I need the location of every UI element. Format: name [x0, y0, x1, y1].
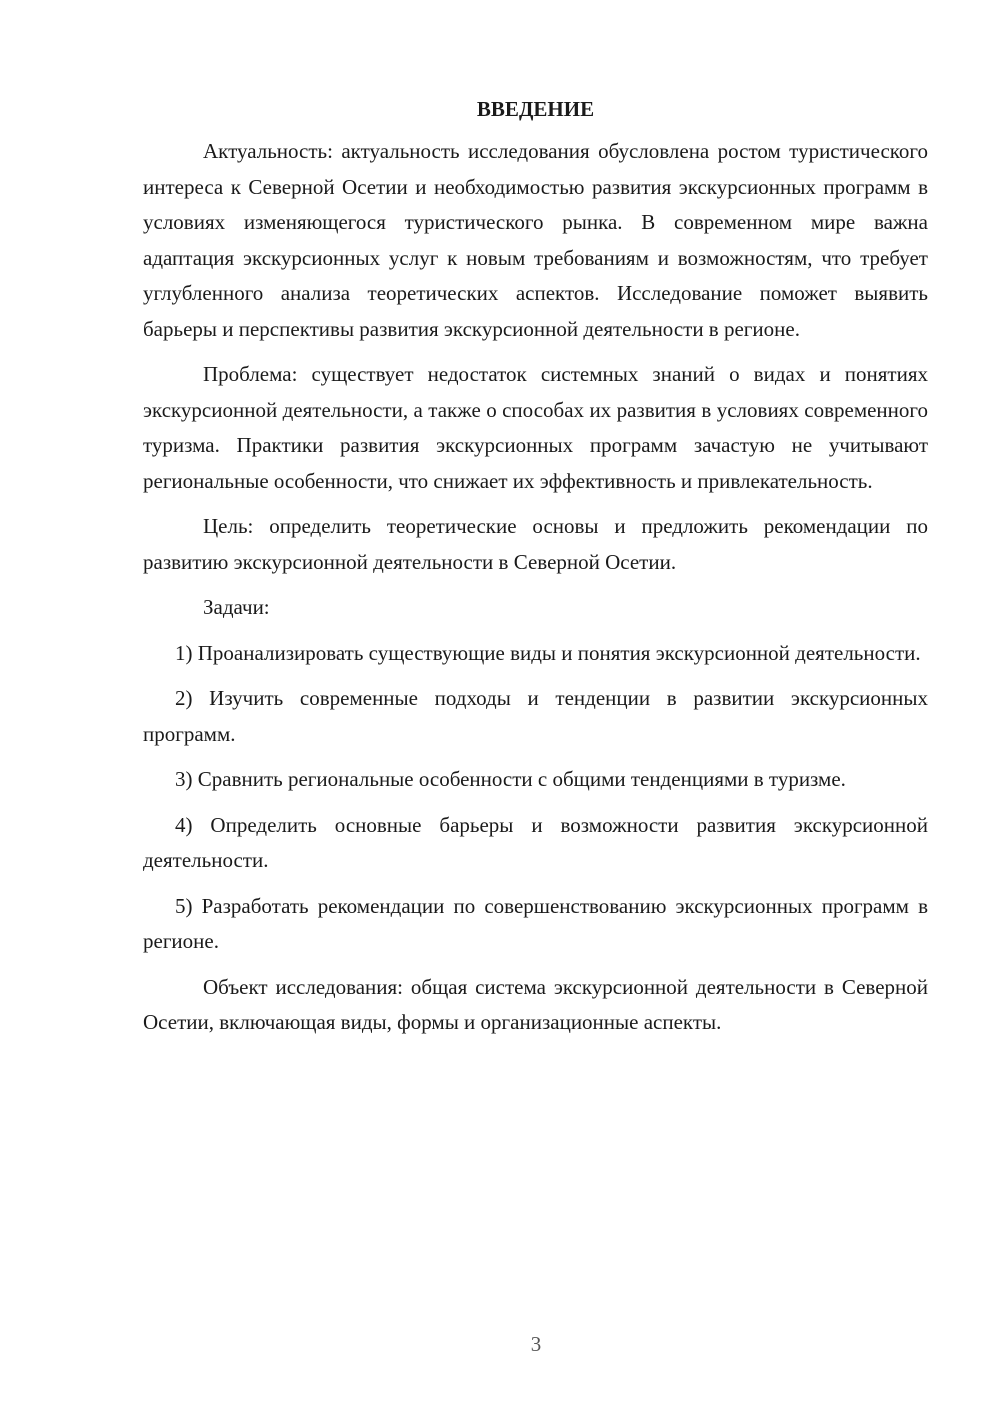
paragraph-problem: Проблема: существует недостаток системных знаний о видах и понятиях экскурсионной деятельности, а также о способах их развития в условиях современного туризма. Практики развития экскурсионных программ зачастую не учитывают региональные особенности, что снижает их эффективность и привлекательность.	[143, 362, 928, 493]
task-item-4: 4) Определить основные барьеры и возможности развития экскурсионной деятельности.	[143, 812, 928, 872]
paragraph-tasks-heading: Задачи:	[203, 595, 270, 619]
task-item-1: 1) Проанализировать существующие виды и понятия экскурсионной деятельности.	[175, 640, 921, 665]
task-item-3: 3) Сравнить региональные особенности с общими тенденциями в туризме.	[175, 767, 846, 791]
paragraph-relevance: Актуальность: актуальность исследования обусловлена ростом туристического интереса к Северной Осетии и необходимостью развития экскурсионных программ в условиях изменяющегося туристического рынка. В современном мире важна адаптация экскурсионных услуг к новым требованиям и возможностям, что требует углубленного анализа теоретических аспектов. Исследование поможет выявить барьеры и перспективы развития экскурсионной деятельности в регионе.	[143, 139, 928, 341]
page-content	[143, 92, 928, 1051]
task-item-2: 2) Изучить современные подходы и тенденции в развитии экскурсионных программ.	[143, 686, 928, 746]
task-item-5: 5) Разработать рекомендации по совершенствованию экскурсионных программ в регионе.	[143, 893, 928, 953]
page-title: ВВЕДЕНИЕ	[476, 97, 595, 121]
paragraph-research-object: Объект исследования: общая система экскурсионной деятельности в Северной Осетии, включающая виды, формы и организационные аспекты.	[143, 974, 928, 1034]
page-number: 3	[530, 1332, 542, 1356]
paragraph-goal: Цель: определить теоретические основы и предложить рекомендации по развитию экскурсионной деятельности в Северной Осетии.	[143, 514, 928, 574]
